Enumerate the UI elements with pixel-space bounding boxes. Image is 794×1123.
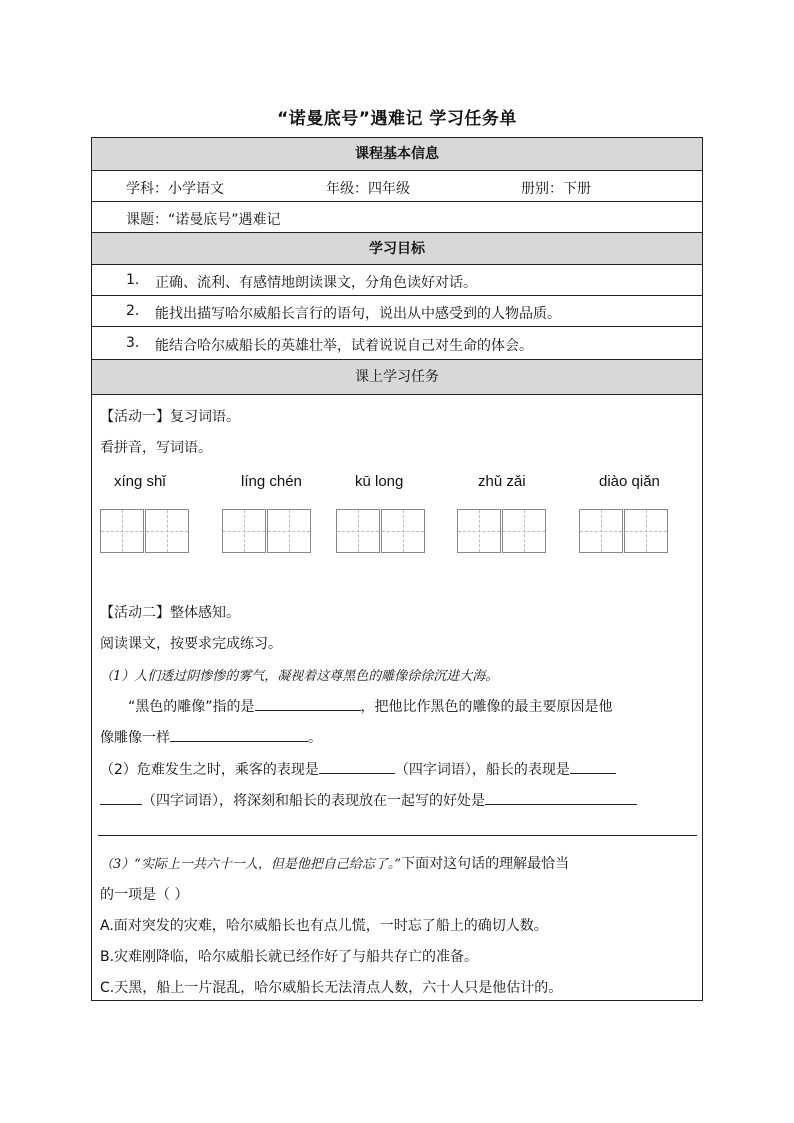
topic-field: 课题：“诺曼底号”遇难记	[126, 212, 281, 228]
option-b[interactable]: B.灾难刚降临，哈尔威船长就已经作好了与船共存亡的准备。	[100, 949, 479, 965]
course-info-row	[92, 171, 702, 202]
tasks-header: 课上学习任务	[92, 360, 702, 395]
question-three-line: 的一项是（ ）	[100, 887, 189, 903]
volume-field: 册别：下册	[521, 181, 591, 197]
goal-item: 3. 能结合哈尔威船长的英雄壮举，试着说说自己对生命的体会。	[92, 327, 702, 360]
writing-grid-box[interactable]	[502, 509, 546, 553]
question-one-line: 像雕像一样 。	[100, 727, 322, 747]
question-two-line: （2）危难发生之时，乘客的表现是 （四字词语），船长的表现是	[100, 759, 616, 779]
answer-blank[interactable]	[170, 727, 308, 742]
writing-grid-box[interactable]	[336, 509, 380, 553]
writing-grid-box[interactable]	[457, 509, 501, 553]
option-c[interactable]: C.天黑，船上一片混乱，哈尔威船长无法清点人数，六十人只是他估计的。	[100, 980, 563, 996]
writing-grid-box[interactable]	[145, 509, 189, 553]
answer-blank[interactable]	[570, 759, 616, 774]
course-info-header: 课程基本信息	[92, 138, 702, 171]
question-one-quote: （1）人们透过阴惨惨的雾气，凝视着这尊黑色的雕像徐徐沉进大海。	[100, 669, 499, 684]
activity-two-title: 【活动二】整体感知。	[100, 605, 240, 621]
question-one-line: “黑色的雕像”指的是 ，把他比作黑色的雕像的最主要原因是他	[128, 696, 613, 716]
subject-field: 学科：小学语文	[126, 181, 224, 197]
question-three-line: （3）“实际上一共六十一人，但是他把自己给忘了。”下面对这句话的理解最恰当	[100, 856, 570, 872]
question-two-line: （四字词语），将深刻和船长的表现放在一起写的好处是	[100, 790, 637, 810]
grade-field: 年级：四年级	[326, 181, 410, 197]
writing-grid-box[interactable]	[222, 509, 266, 553]
page-title: “诺曼底号”遇难记 学习任务单	[277, 109, 517, 129]
writing-grid-box[interactable]	[381, 509, 425, 553]
writing-grid-box[interactable]	[100, 509, 144, 553]
goal-item: 1. 正确、流利、有感情地朗读课文，分角色读好对话。	[92, 265, 702, 296]
activity-two-instruction: 阅读课文，按要求完成练习。	[100, 636, 282, 652]
activity-one-title: 【活动一】复习词语。	[100, 409, 240, 425]
activity-one-instruction: 看拼音，写词语。	[100, 440, 212, 456]
goals-header: 学习目标	[92, 233, 702, 265]
goal-item: 2. 能找出描写哈尔威船长言行的语句，说出从中感受到的人物品质。	[92, 296, 702, 327]
pinyin-label: kū long	[355, 473, 404, 490]
answer-blank[interactable]	[485, 790, 637, 805]
option-a[interactable]: A.面对突发的灾难，哈尔威船长也有点儿慌，一时忘了船上的确切人数。	[100, 918, 548, 934]
pinyin-label: zhǔ zǎi	[478, 473, 526, 490]
topic-row	[92, 202, 702, 233]
writing-grid-box[interactable]	[267, 509, 311, 553]
writing-grid-box[interactable]	[579, 509, 623, 553]
answer-blank[interactable]	[319, 759, 395, 774]
pinyin-label: xíng shǐ	[114, 473, 166, 490]
pinyin-label: diào qiǎn	[599, 473, 660, 490]
worksheet-table	[91, 137, 703, 1001]
answer-blank[interactable]	[100, 790, 142, 805]
writing-grid-box[interactable]	[624, 509, 668, 553]
pinyin-label: líng chén	[241, 473, 302, 490]
answer-line[interactable]	[98, 835, 697, 836]
answer-blank[interactable]	[255, 696, 361, 711]
